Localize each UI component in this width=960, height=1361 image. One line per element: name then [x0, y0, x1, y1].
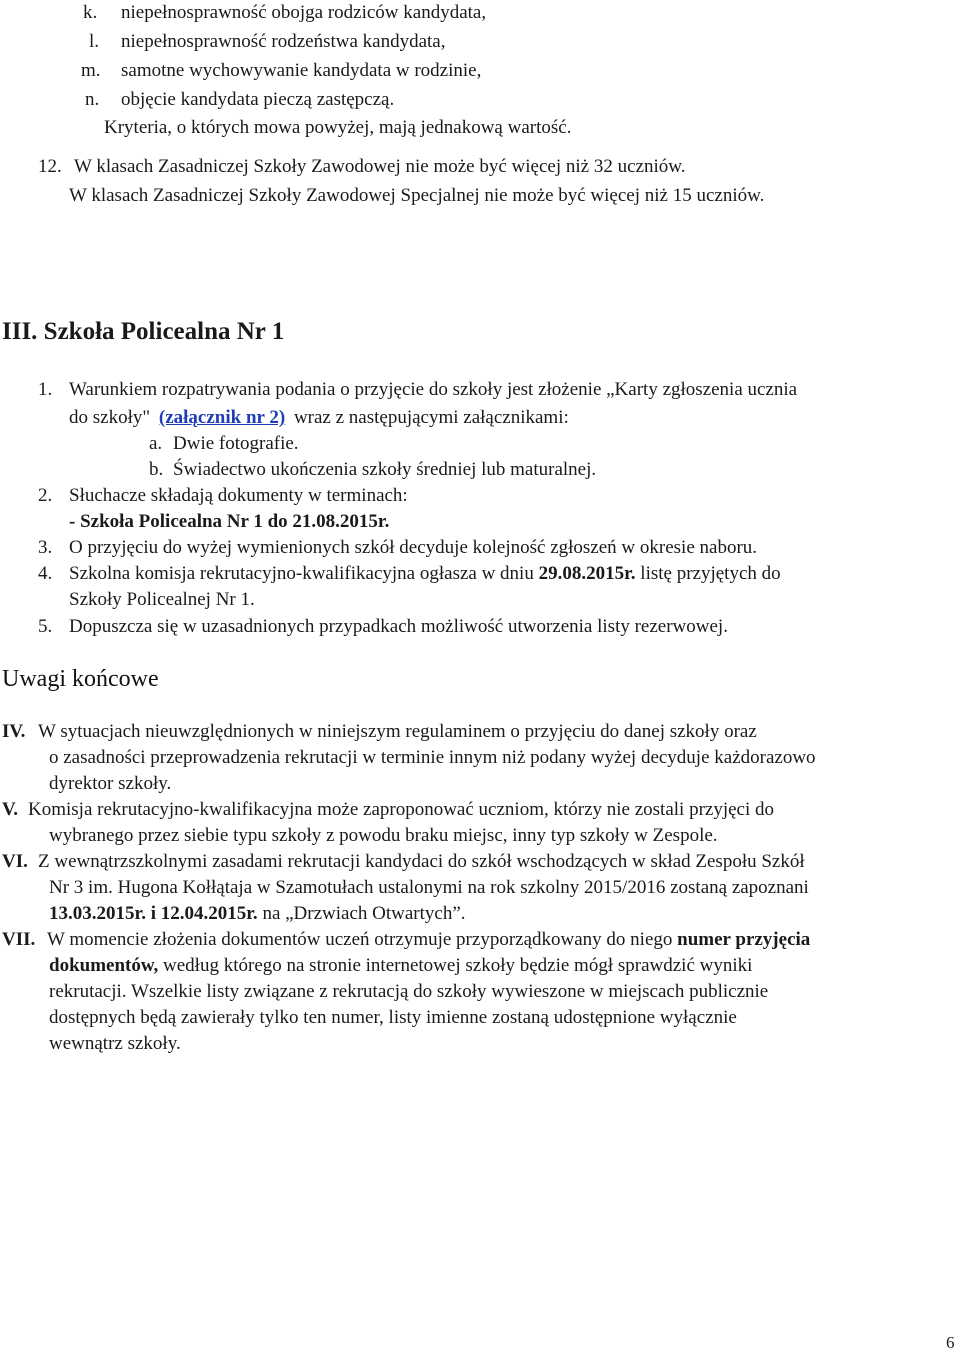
list-item: objęcie kandydata pieczą zastępczą. — [121, 89, 395, 110]
paragraph-line: rekrutacji. Wszelkie listy związane z rekrutacją do szkoły wywieszone w miejscach publicznie — [49, 981, 769, 1002]
list-marker: b. — [149, 459, 164, 480]
list-item: niepełnosprawność rodzeństwa kandydata, — [121, 31, 446, 52]
list-marker: n. — [85, 89, 100, 110]
paragraph-line: Szkoły Policealnej Nr 1. — [69, 589, 255, 610]
emphasis: numer przyjęcia — [677, 929, 811, 950]
text-fragment: wraz z następującymi załącznikami: — [293, 407, 569, 428]
paragraph-line: Warunkiem rozpatrywania podania o przyjęcie do szkoły jest złożenie „Karty zgłoszenia ucznia — [69, 379, 798, 400]
list-item: niepełnosprawność obojga rodziców kandydata, — [121, 2, 487, 23]
item-number: 5. — [38, 616, 53, 637]
paragraph-line — [69, 563, 781, 585]
item-number: VII. — [2, 929, 36, 950]
paragraph-line — [69, 407, 569, 429]
item-number: 2. — [38, 485, 53, 506]
date: 13.03.2015r. — [49, 903, 146, 924]
section-heading: Uwagi końcowe — [2, 666, 159, 692]
date: 12.04.2015r. — [160, 903, 258, 924]
date: 29.08.2015r. — [538, 563, 636, 584]
text-fragment: W momencie złożenia dokumentów uczeń otrzymuje przyporządkowany do niego — [47, 929, 673, 950]
text-fragment: według którego na stronie internetowej szkoły będzie mógł sprawdzić wyniki — [163, 955, 753, 976]
paragraph-line — [47, 929, 810, 951]
paragraph-line: W klasach Zasadniczej Szkoły Zawodowej nie może być więcej niż 32 uczniów. — [74, 156, 686, 177]
paragraph-line: o zasadności przeprowadzenia rekrutacji w terminie innym niż podany wyżej decyduje każdorazowo — [49, 747, 816, 768]
item-number: VI. — [2, 851, 28, 872]
list-marker: a. — [149, 433, 163, 454]
list-item: samotne wychowywanie kandydata w rodzinie, — [121, 60, 482, 81]
paragraph-line: Słuchacze składają dokumenty w terminach: — [69, 485, 408, 506]
paragraph-line: Komisja rekrutacyjno-kwalifikacyjna może zaproponować uczniom, którzy nie zostali przyjęci do — [28, 799, 775, 820]
list-marker: m. — [81, 60, 101, 81]
page-number: 6 — [946, 1333, 955, 1352]
paragraph-line: W sytuacjach nieuwzględnionych w niniejszym regulaminem o przyjęciu do danej szkoły oraz — [38, 721, 757, 742]
deadline-line: - Szkoła Policealna Nr 1 do 21.08.2015r. — [69, 511, 390, 532]
section-heading: III. Szkoła Policealna Nr 1 — [2, 318, 285, 345]
text-fragment: do szkoły" — [69, 407, 151, 428]
attachment-link[interactable]: (załącznik nr 2) — [158, 407, 286, 428]
item-number: 12. — [38, 156, 62, 177]
text-fragment: na „Drzwiach Otwartych”. — [262, 903, 466, 924]
list-marker: k. — [83, 2, 98, 23]
paragraph-line: Z wewnątrzszkolnymi zasadami rekrutacji kandydaci do szkół wschodzących w skład Zespołu Szkół — [38, 851, 805, 872]
item-number: 4. — [38, 563, 53, 584]
paragraph-line: dostępnych będą zawierały tylko ten numer, listy imienne zostaną udostępnione wyłącznie — [49, 1007, 737, 1028]
item-number: 1. — [38, 379, 53, 400]
paragraph-line: O przyjęciu do wyżej wymienionych szkół decyduje kolejność zgłoszeń w okresie naboru. — [69, 537, 758, 558]
list-marker: l. — [89, 31, 100, 52]
paragraph-line: wewnątrz szkoły. — [49, 1033, 181, 1054]
paragraph-line: W klasach Zasadniczej Szkoły Zawodowej Specjalnej nie może być więcej niż 15 uczniów. — [69, 185, 765, 206]
list-item: Świadectwo ukończenia szkoły średniej lub maturalnej. — [173, 459, 597, 480]
paragraph-line: dyrektor szkoły. — [49, 773, 172, 794]
emphasis: dokumentów, — [49, 955, 159, 976]
criteria-note: Kryteria, o których mowa powyżej, mają jednakową wartość. — [104, 117, 572, 138]
paragraph-line — [49, 955, 752, 977]
text-fragment: i — [150, 903, 156, 924]
list-item: Dwie fotografie. — [173, 433, 299, 454]
paragraph-line — [49, 903, 466, 925]
item-number: 3. — [38, 537, 53, 558]
paragraph-line: Nr 3 im. Hugona Kołłątaja w Szamotułach ustalonymi na rok szkolny 2015/2016 zostaną zapoznani — [49, 877, 809, 898]
item-number: V. — [2, 799, 19, 820]
paragraph-line: wybranego przez siebie typu szkoły z powodu braku miejsc, inny typ szkoły w Zespole. — [49, 825, 718, 846]
paragraph-line: Dopuszcza się w uzasadnionych przypadkach możliwość utworzenia listy rezerwowej. — [69, 616, 728, 637]
text-fragment: Szkolna komisja rekrutacyjno-kwalifikacyjna ogłasza w dniu — [69, 563, 534, 584]
item-number: IV. — [2, 721, 26, 742]
text-fragment: listę przyjętych do — [640, 563, 781, 584]
